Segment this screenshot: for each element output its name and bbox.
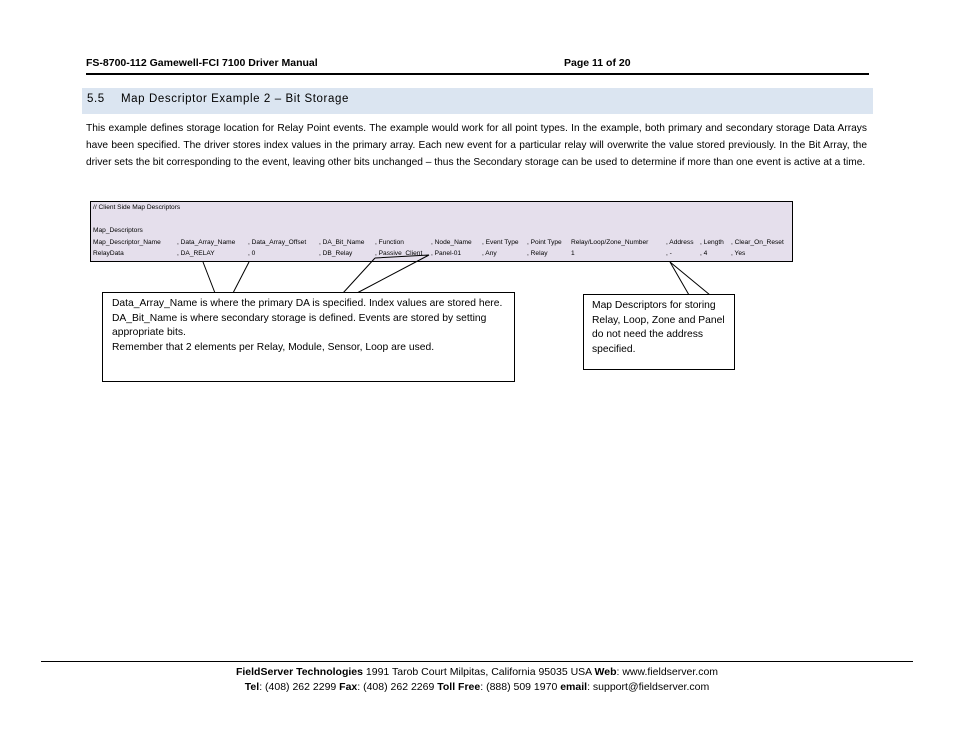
- pointer-line-bit-name: [343, 258, 375, 293]
- code-header-cell: Map_Descriptor_Name: [93, 239, 161, 246]
- body-paragraph: This example defines storage location for Relay Point events. The example would work for all point types. In the example, both primary and secondary storage Data Arrays have been specified. The driver stores index values in the primary array. Each new event for a particular relay will overwrite the value stored previously. In the Bit Array, the driver sets the bit corresponding to the event, leaving other bits unchanged – thus the Secondary storage can be used to determine if more than one event is active at a time.: [86, 123, 867, 168]
- code-section-name: Map_Descriptors: [93, 227, 143, 234]
- code-data-cell: , Any: [482, 250, 497, 257]
- code-data-cell: , DA_RELAY: [177, 250, 215, 257]
- footer-web-label: Web: [594, 666, 617, 678]
- callout-line: Remember that 2 elements per Relay, Module, Sensor, Loop are used.: [112, 341, 435, 353]
- footer-tollfree: : (888) 509 1970: [480, 681, 561, 693]
- footer-company: FieldServer Technologies: [235, 666, 363, 678]
- code-header-cell: , Function: [375, 239, 404, 246]
- page-number: Page 11 of 20: [564, 57, 631, 69]
- footer-address: 1991 Tarob Court Milpitas, California 95035 USA: [362, 666, 595, 678]
- code-data-cell: , Yes: [731, 250, 746, 257]
- code-header-cell: , Event Type: [482, 239, 519, 246]
- callout-address: [583, 294, 735, 370]
- code-header-cell: Relay/Loop/Zone_Number: [571, 239, 649, 246]
- code-data-cell: , DB_Relay: [319, 250, 353, 257]
- callout-address-text: Map Descriptors for storing Relay, Loop, Zone and Panel do not need the address specified.: [592, 300, 725, 355]
- footer-tollfree-label: Toll Free: [437, 681, 481, 693]
- code-header-cell: , Node_Name: [431, 239, 472, 246]
- footer-web: : www.fieldserver.com: [616, 666, 719, 678]
- pointer-line-address: [670, 262, 710, 295]
- code-data-cell: , 4: [700, 250, 708, 257]
- footer-email-label: email: [560, 681, 588, 693]
- code-comment: // Client Side Map Descriptors: [93, 204, 181, 211]
- pointer-line-data-array: [203, 262, 215, 293]
- code-data-cell: RelayData: [93, 250, 124, 257]
- pointer-line-data-array: [233, 262, 249, 293]
- footer-rule: [41, 661, 913, 662]
- code-data-cell: , Relay: [527, 250, 548, 257]
- footer-tel-label: Tel: [244, 681, 260, 693]
- code-data-cell: 1: [571, 250, 575, 257]
- doc-title: FS-8700-112 Gamewell-FCI 7100 Driver Manual: [86, 57, 318, 69]
- section-title: Map Descriptor Example 2 – Bit Storage: [121, 93, 349, 105]
- code-header-cell: , DA_Bit_Name: [319, 239, 365, 246]
- code-data-cell: , -: [666, 250, 672, 257]
- pointer-line-address: [670, 262, 689, 295]
- code-data-cell: , 0: [248, 250, 256, 257]
- code-header-cell: , Data_Array_Name: [177, 239, 236, 246]
- callout-data-arrays: [102, 292, 515, 382]
- footer-tel: : (408) 262 2299: [259, 681, 340, 693]
- section-number: 5.5: [87, 93, 105, 105]
- footer-line-1: [0, 666, 954, 678]
- footer-fax-label: Fax: [339, 681, 358, 693]
- footer-line-2: [0, 681, 954, 693]
- callout-line: DA_Bit_Name is where secondary storage is defined. Events are stored by setting appropriate bits.: [112, 312, 487, 338]
- code-header-cell: , Point Type: [527, 239, 562, 246]
- code-header-cell: , Address: [666, 239, 694, 246]
- code-header-cell: , Data_Array_Offset: [248, 239, 307, 246]
- callout-line: Data_Array_Name is where the primary DA is specified. Index values are stored here.: [112, 298, 503, 309]
- code-header-cell: , Clear_On_Reset: [731, 239, 784, 246]
- code-data-cell: , Panel-01: [431, 250, 462, 257]
- footer-fax: : (408) 262 2269: [357, 681, 438, 693]
- code-header-cell: , Length: [700, 239, 724, 246]
- code-data-cell: , Passive_Client: [375, 250, 423, 257]
- pointer-line-bit-name: [357, 255, 429, 293]
- footer-email: : support@fieldserver.com: [587, 681, 710, 693]
